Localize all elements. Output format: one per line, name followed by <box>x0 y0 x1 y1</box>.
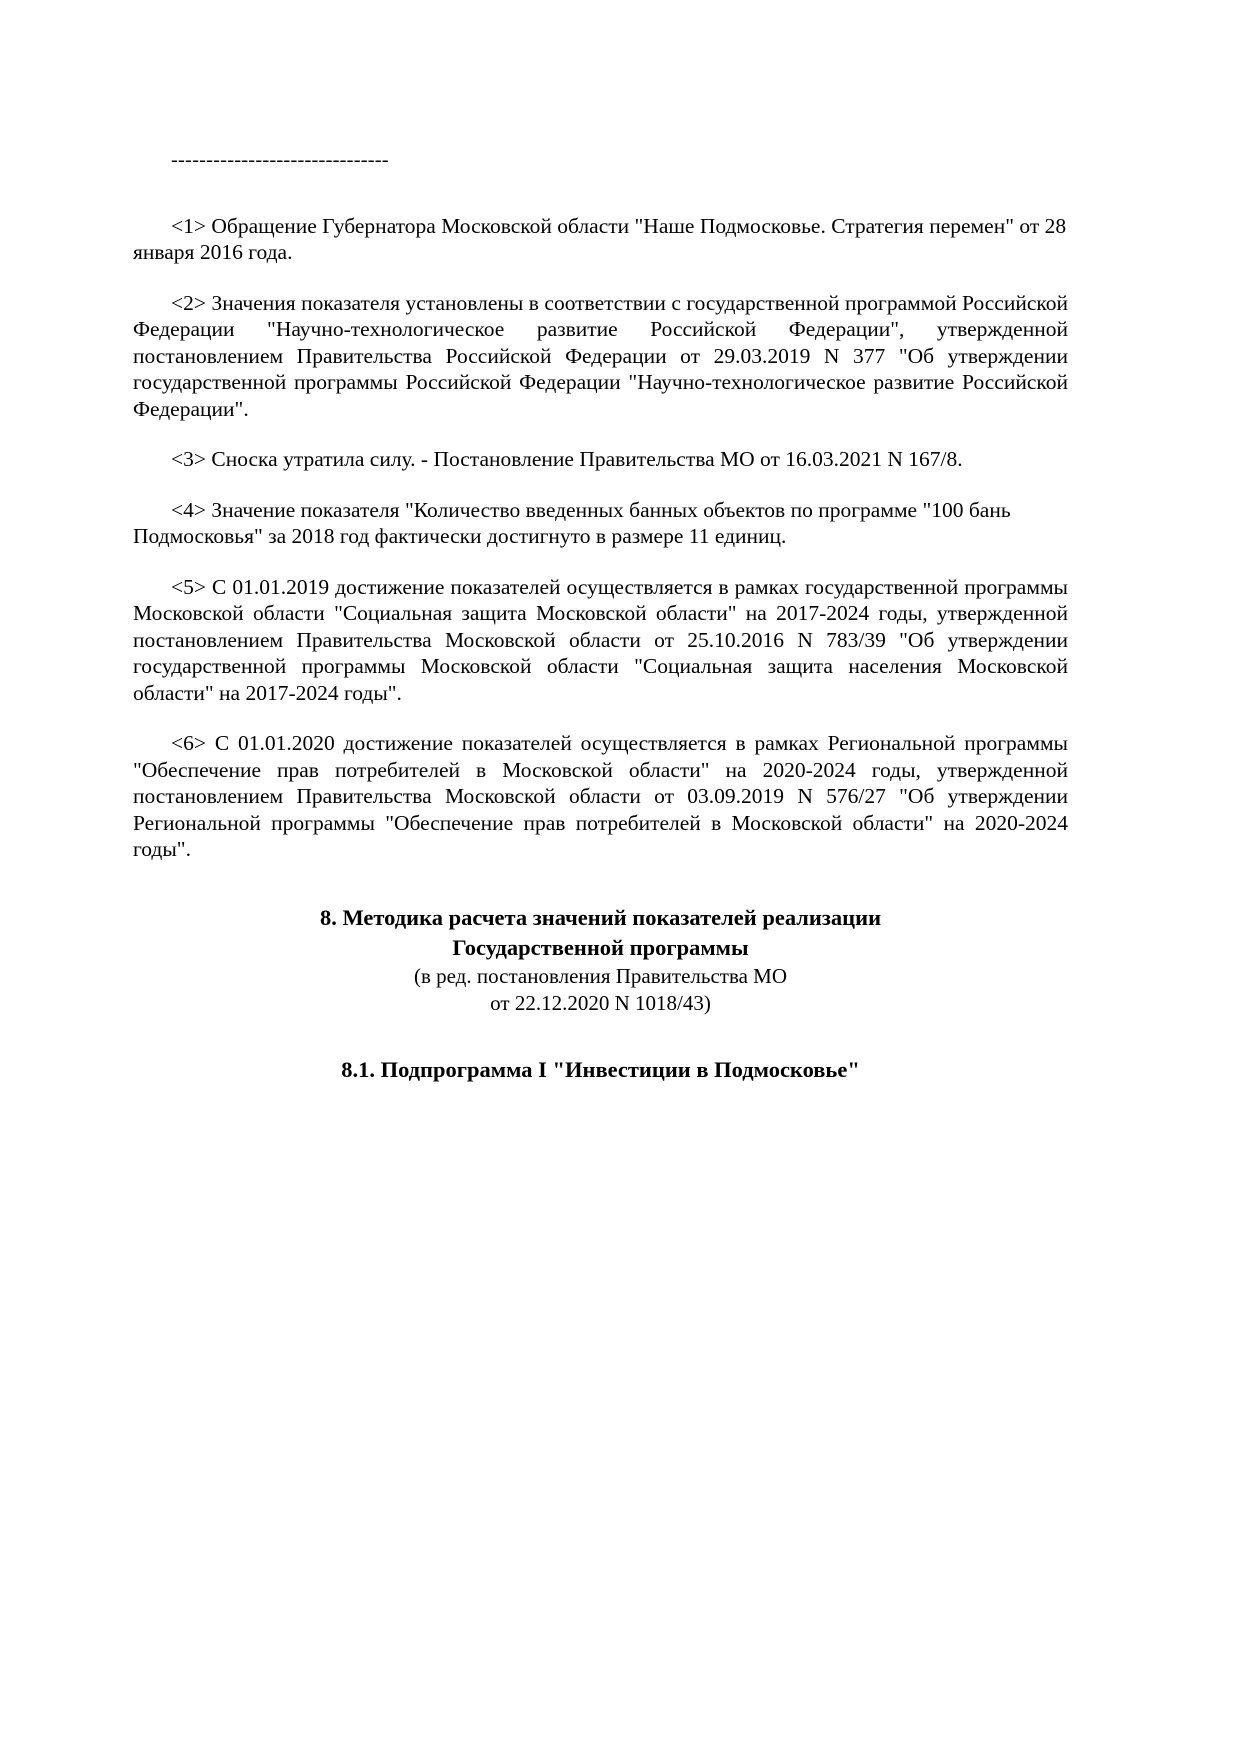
edition-note-line-2: от 22.12.2020 N 1018/43) <box>490 990 711 1015</box>
spacer <box>133 550 1068 574</box>
footnote-3: <3> Сноска утратила силу. - Постановление Правительства МО от 16.03.2021 N 167/8. <box>171 447 963 471</box>
footnote-5: <5> С 01.01.2019 достижение показателей осуществляется в рамках государственной программы Московской области "Социальная защита Московской области" на 2017-2024 годы, утвержденной постановлением Правительства Московской области от 25.10.2016 N 783/39 "Об утверждении государственной программы Московской области "Социальная защита населения Московской области" на 2017-2024 годы". <box>133 574 1068 705</box>
footnote-4: <4> Значение показателя "Количество введенных банных объектов по программе "100 бань Подмосковья" за 2018 год фактически достигнуто в размере 11 единиц. <box>133 497 1011 548</box>
footnote-2: <2> Значения показателя установлены в соответствии с государственной программой Российской Федерации "Научно-технологическое развитие Российской Федерации", утвержденной постановлением Правительства Российской Федерации от 29.03.2019 N 377 "Об утверждении государственной программы Российской Федерации "Научно-технологическое развитие Российской Федерации". <box>133 290 1068 421</box>
subsection-title: 8.1. Подпрограмма I "Инвестиции в Подмосковье" <box>341 1056 860 1082</box>
spacer <box>133 422 1068 446</box>
footnote-6: <6> С 01.01.2020 достижение показателей осуществляется в рамках Региональной программы "Обеспечение прав потребителей в Московской области" на 2020-2024 годы, утвержденной постановлением Правительства Московской области от 03.09.2019 N 576/27 "Об утверждении Региональной программы "Обеспечение прав потребителей в Московской области" на 2020-2024 годы". <box>133 731 1068 861</box>
section-heading-block <box>133 903 1068 1017</box>
page-content <box>133 150 1068 1085</box>
spacer <box>133 171 1068 213</box>
section-title-line-1: 8. Методика расчета значений показателей реализации <box>319 904 882 930</box>
spacer <box>133 473 1068 497</box>
section-title-line-2: Государственной программы <box>452 934 749 960</box>
horizontal-dash-separator: ------------------------------- <box>171 149 389 171</box>
footnote-1: <1> Обращение Губернатора Московской области "Наше Подмосковье. Стратегия перемен" от 28 января 2016 года. <box>133 213 1067 264</box>
spacer <box>133 706 1068 730</box>
spacer <box>133 266 1068 290</box>
edition-note-line-1: (в ред. постановления Правительства МО <box>413 963 788 988</box>
